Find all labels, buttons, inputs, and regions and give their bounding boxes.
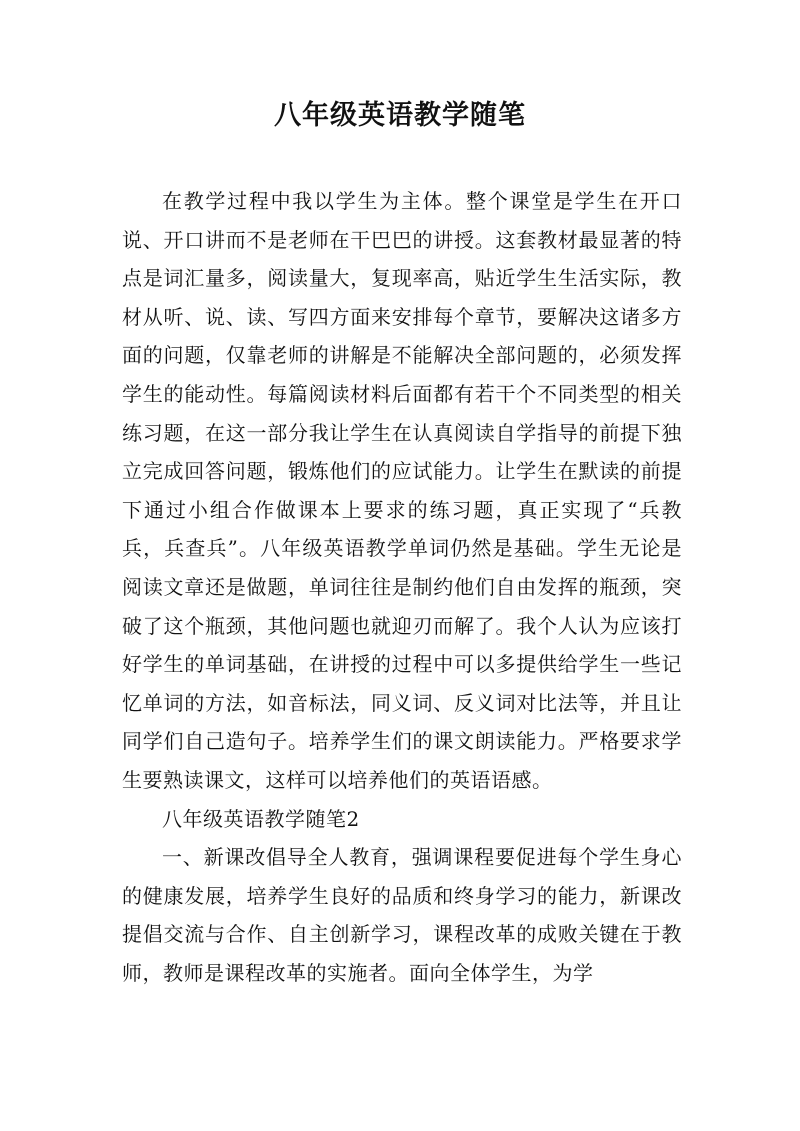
paragraph-2: 一、新课改倡导全人教育，强调课程要促进每个学生身心的健康发展，培养学生良好的品质和终身学习的能力，新课改提倡交流与合作、自主创新学习，课程改革的成败关键在于教师，教师是课程改革的实施者。面向全体学生，为学 [122, 845, 682, 985]
document-title: 八年级英语教学随笔 [274, 100, 526, 131]
section-heading-2: 八年级英语教学随笔2 [162, 806, 360, 831]
paragraph-1: 在教学过程中我以学生为主体。整个课堂是学生在开口说、开口讲而不是老师在干巴巴的讲授。这套教材最显著的特点是词汇量多，阅读量大，复现率高，贴近学生生活实际，教材从听、说、读、写四方面来安排每个章节，要解决这诸多方面的问题，仅靠老师的讲解是不能解决全部问题的，必须发挥学生的能动性。每篇阅读材料后面都有若干个不同类型的相关练习题，在这一部分我让学生在认真阅读自学指导的前提下独立完成回答问题，锻炼他们的应试能力。让学生在默读的前提下通过小组合作做课本上要求的练习题，真正实现了“兵教兵，兵查兵”。八年级英语教学单词仍然是基础。学生无论是阅读文章还是做题，单词往往是制约他们自由发挥的瓶颈，突破了这个瓶颈，其他问题也就迎刃而解了。我个人认为应该打好学生的单词基础，在讲授的过程中可以多提供给学生一些记忆单词的方法，如音标法，同义词、反义词对比法等，并且让同学们自己造句子。培养学生们的课文朗读能力。严格要求学生要熟读课文，这样可以培养他们的英语语感。 [122, 189, 682, 792]
document-body [122, 182, 682, 992]
